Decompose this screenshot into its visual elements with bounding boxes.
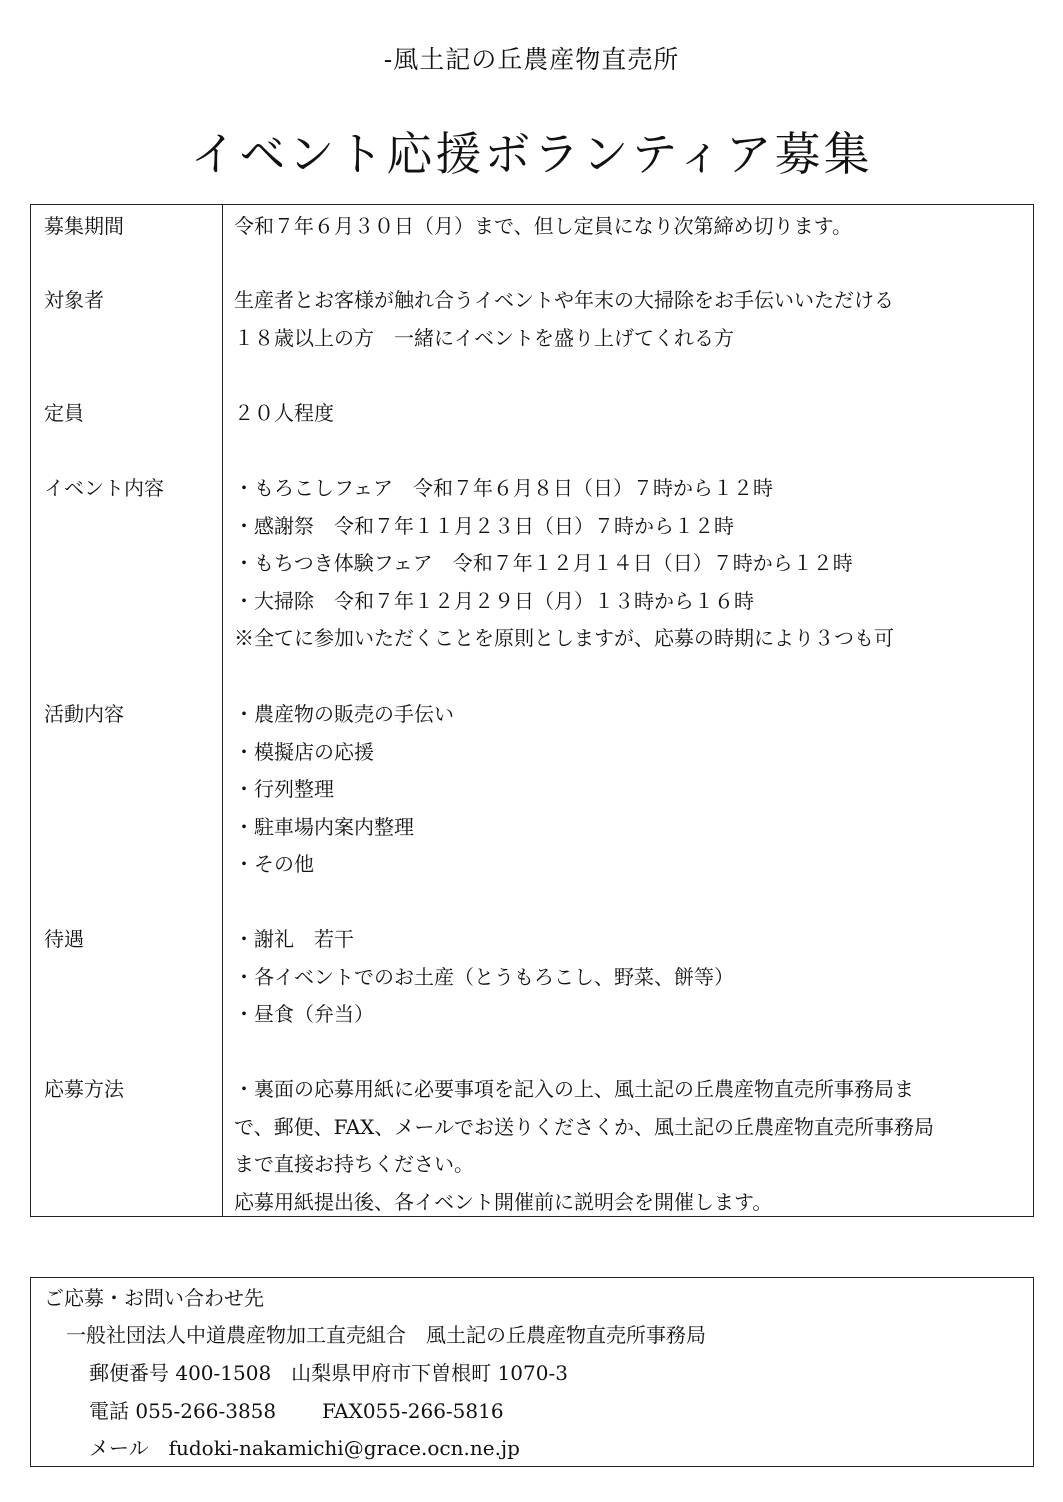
contact-heading: ご応募・お問い合わせ先 [44, 1286, 264, 1310]
list-item: ・大掃除 令和７年１２月２９日（月）１３時から１６時 [234, 588, 754, 613]
label-activities: 活動内容 [44, 702, 124, 726]
text-line: ・裏面の応募用紙に必要事項を記入の上、風土記の丘農産物直売所事務局ま [234, 1077, 914, 1101]
contact-fax: FAX055-266-5816 [322, 1399, 504, 1423]
content-event-details [234, 476, 1029, 664]
contact-organization: 一般社団法人中道農産物加工直売組合 風土記の丘農産物直売所事務局 [66, 1323, 706, 1347]
column-divider [222, 205, 223, 1216]
list-item: ・感謝祭 令和７年１１月２３日（日）７時から１２時 [234, 513, 734, 538]
text-line: １８歳以上の方 一緒にイベントを盛り上げてくれる方 [234, 325, 734, 350]
content-target [234, 288, 1029, 363]
label-recruitment-period: 募集期間 [44, 214, 124, 238]
text-line: まで直接お持ちください。 [234, 1152, 474, 1177]
text-line: ２０人程度 [234, 401, 334, 425]
list-item: ・昼食（弁当） [234, 1002, 374, 1027]
text-line: で、郵便、FAX、メールでお送りくださくか、風土記の丘農産物直売所事務局 [234, 1114, 935, 1139]
label-event-details: イベント内容 [44, 476, 164, 500]
contact-box [30, 1277, 1034, 1467]
list-item: ・駐車場内案内整理 [234, 814, 414, 839]
list-item: ・もちつき体験フェア 令和７年１２月１４日（日）７時から１２時 [234, 551, 853, 576]
list-item: ・その他 [234, 852, 314, 877]
content-recruitment-period [234, 214, 1029, 252]
organization-name: -風土記の丘農産物直売所 [383, 45, 680, 74]
label-application-method: 応募方法 [44, 1077, 124, 1101]
content-benefits [234, 927, 1029, 1040]
contact-phone: 電話 055-266-3858 [89, 1399, 277, 1423]
list-item: ・もろこしフェア 令和７年６月８日（日）７時から１２時 [234, 476, 773, 500]
list-item: ・各イベントでのお土産（とうもろこし、野菜、餅等） [234, 964, 734, 989]
label-target: 対象者 [44, 288, 104, 312]
note-text: ※全てに参加いただくことを原則としますが、応募の時期により３つも可 [234, 626, 894, 651]
list-item: ・謝礼 若干 [234, 927, 354, 951]
list-item: ・行列整理 [234, 777, 334, 802]
text-line: 生産者とお客様が触れ合うイベントや年末の大掃除をお手伝いいただける [234, 288, 894, 312]
content-capacity [234, 401, 1029, 439]
label-benefits: 待遇 [44, 927, 84, 951]
page-title: イベント応援ボランティア募集 [190, 127, 873, 181]
details-table [30, 204, 1034, 1217]
content-activities [234, 702, 1029, 890]
label-capacity: 定員 [44, 401, 84, 425]
list-item: ・模擬店の応援 [234, 739, 374, 764]
contact-postal-address: 郵便番号 400-1508 山梨県甲府市下曽根町 1070-3 [89, 1361, 568, 1385]
text-line: 応募用紙提出後、各イベント開催前に説明会を開催します。 [234, 1189, 773, 1214]
contact-email: メール fudoki-nakamichi@grace.ocn.ne.jp [89, 1436, 520, 1460]
content-application-method [234, 1077, 1029, 1227]
list-item: ・農産物の販売の手伝い [234, 702, 454, 726]
text-line: 令和７年６月３０日（月）まで、但し定員になり次第締め切ります。 [234, 214, 852, 238]
